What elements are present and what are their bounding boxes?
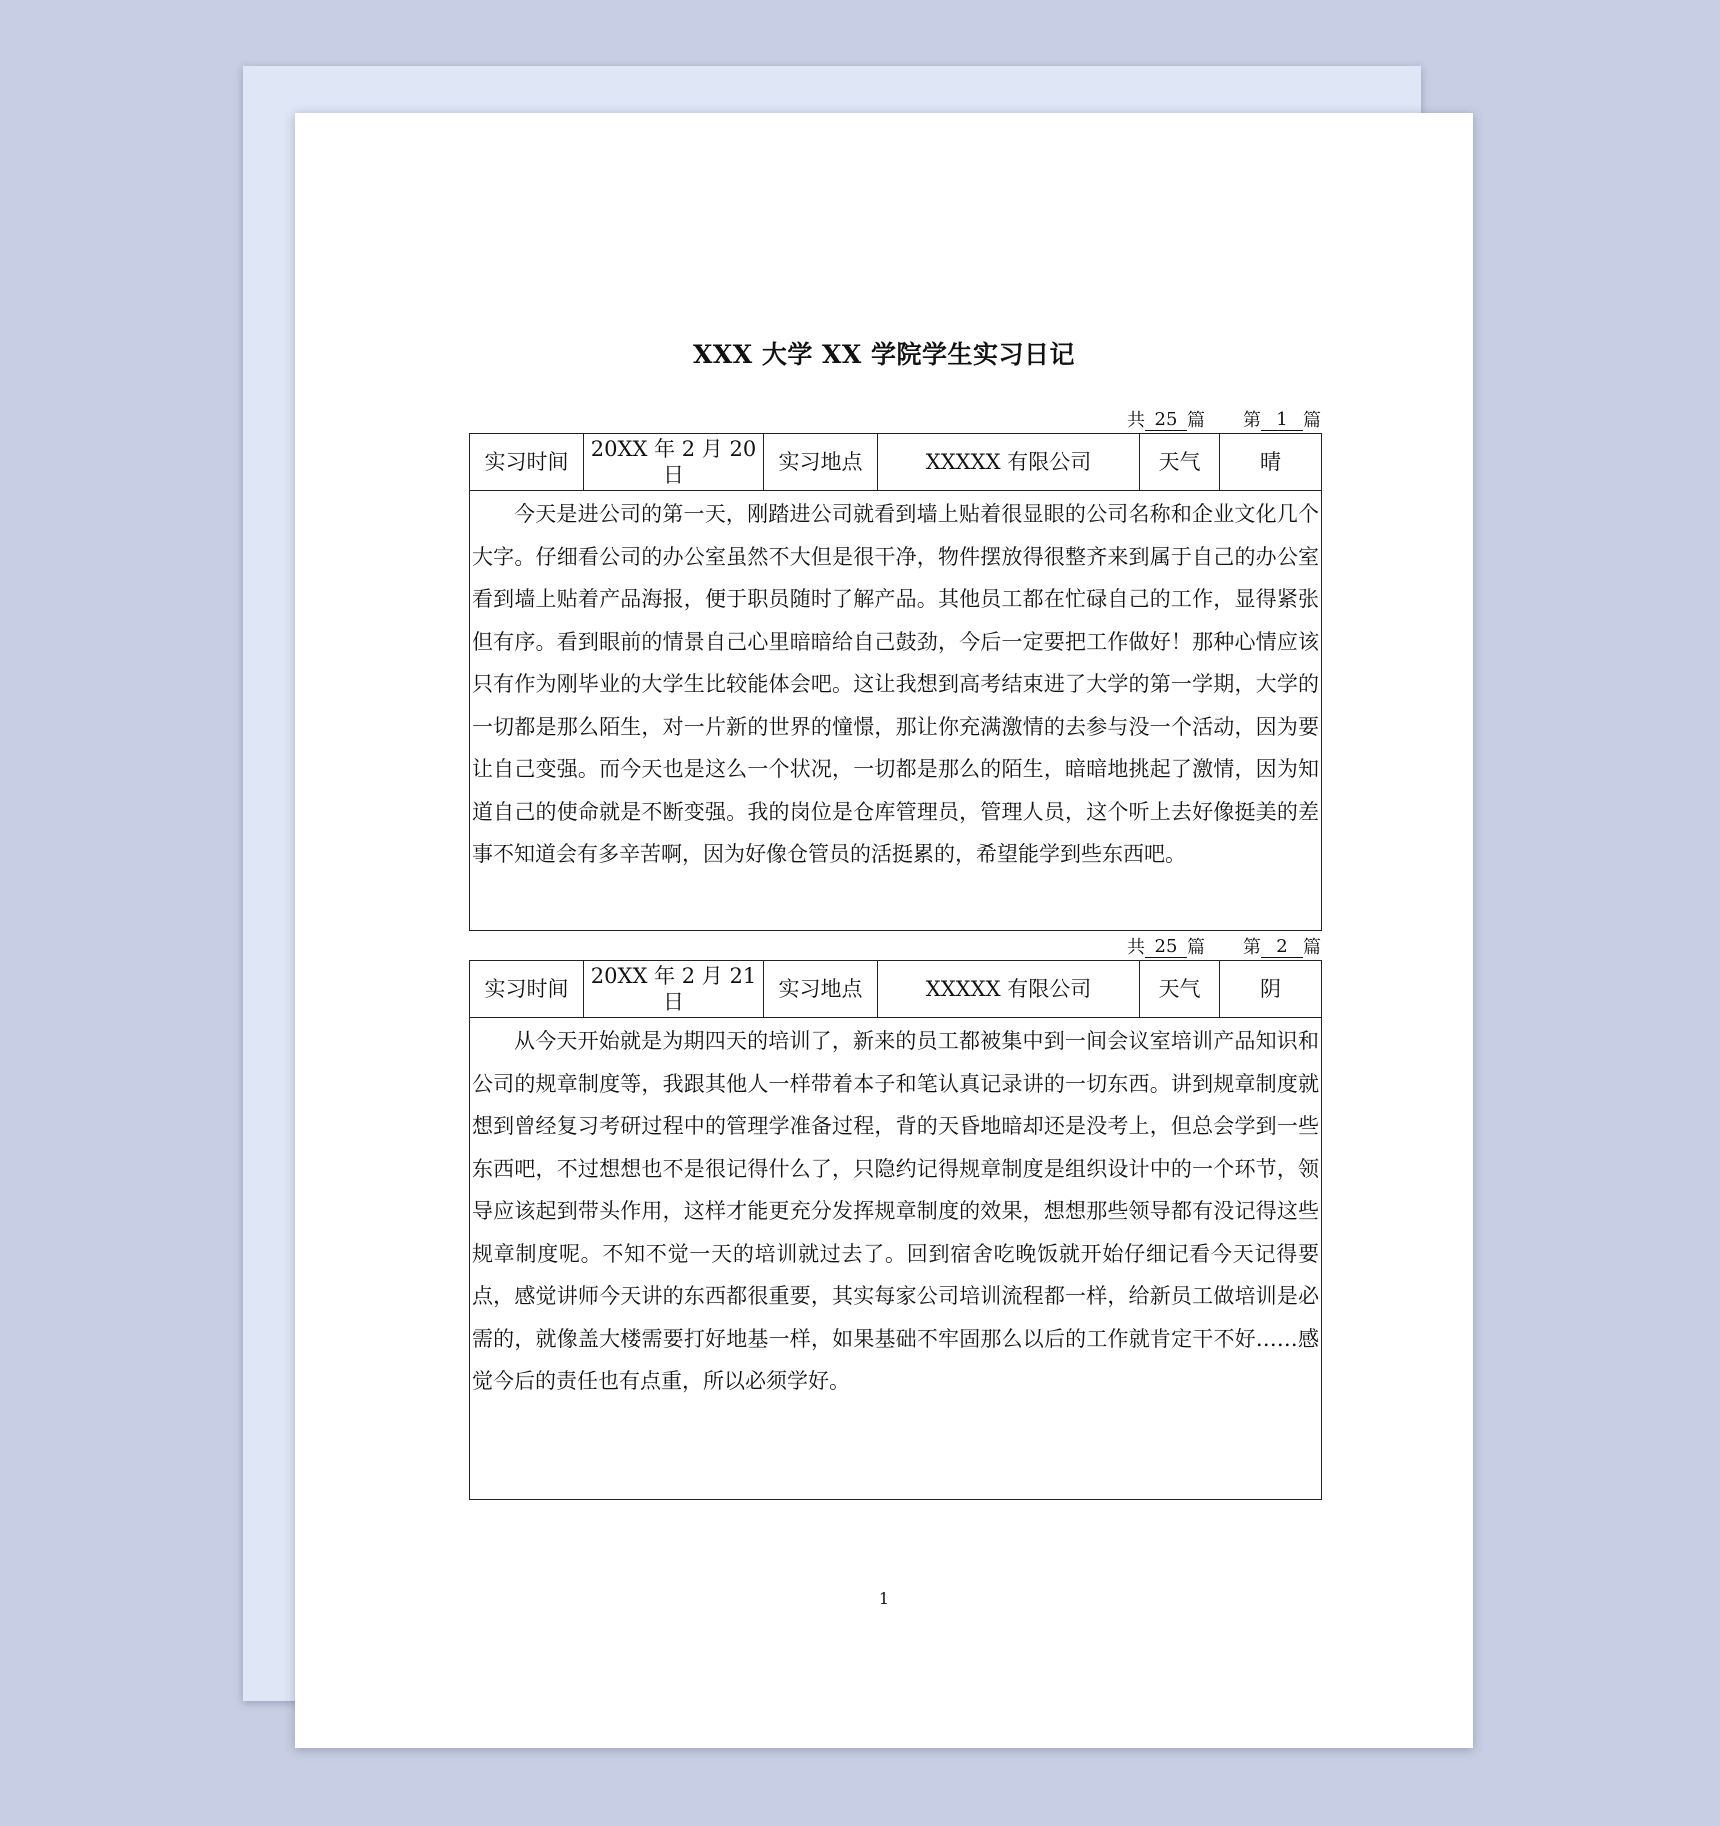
place-value: XXXXX 有限公司 xyxy=(878,961,1140,1018)
weather-label: 天气 xyxy=(1140,961,1220,1018)
entry-body: 从今天开始就是为期四天的培训了，新来的员工都被集中到一间会议室培训产品知识和公司的规章制度等，我跟其他人一样带着本子和笔认真记录讲的一切东西。讲到规章制度就想到曾经复习考研过程中的管理学准备过程，背的天昏地暗却还是没考上，但总会学到一些东西吧，不过想想也不是很记得什么了，只隐约记得规章制度是组织设计中的一个环节，领导应该起到带头作用，这样才能更充分发挥规章制度的效果，想想那些领导都有没记得这些规章制度呢。不知不觉一天的培训就过去了。回到宿舍吃晚饭就开始仔细记看今天记得要点，感觉讲师今天讲的东西都很重要，其实每家公司培训流程都一样，给新员工做培训是必需的，就像盖大楼需要打好地基一样，如果基础不牢固那么以后的工作就肯定干不好……感觉今后的责任也有点重，所以必须学好。 xyxy=(472,1029,1319,1393)
index-prefix: 第 xyxy=(1243,410,1261,431)
total-unit: 篇 xyxy=(1187,937,1205,958)
index-unit: 篇 xyxy=(1303,937,1321,958)
total-count: 25 xyxy=(1145,937,1187,958)
body-cell xyxy=(470,491,1322,931)
time-label: 实习时间 xyxy=(470,961,584,1018)
weather-label: 天气 xyxy=(1140,434,1220,491)
entry-body: 今天是进公司的第一天，刚踏进公司就看到墙上贴着很显眼的公司名称和企业文化几个大字。仔细看公司的办公室虽然不大但是很干净，物件摆放得很整齐来到属于自己的办公室看到墙上贴着产品海报，便于职员随时了解产品。其他员工都在忙碌自己的工作，显得紧张但有序。看到眼前的情景自己心里暗暗给自己鼓劲，今后一定要把工作做好！那种心情应该只有作为刚毕业的大学生比较能体会吧。这让我想到高考结束进了大学的第一学期，大学的一切都是那么陌生，对一片新的世界的憧憬，那让你充满激情的去参与没一个活动，因为要让自己变强。而今天也是这么一个状况，一切都是那么的陌生，暗暗地挑起了激情，因为知道自己的使命就是不断变强。我的岗位是仓库管理员，管理人员，这个听上去好像挺美的差事不知道会有多辛苦啊，因为好像仓管员的活挺累的，希望能学到些东西吧。 xyxy=(472,502,1319,866)
document-title: XXX 大学 XX 学院学生实习日记 xyxy=(692,340,1076,369)
date-value: 20XX 年 2 月 21 日 xyxy=(584,961,764,1018)
total-unit: 篇 xyxy=(1187,410,1205,431)
total-prefix: 共 xyxy=(1127,410,1145,431)
entry-counter xyxy=(469,403,1321,433)
total-prefix: 共 xyxy=(1127,937,1145,958)
body-row xyxy=(470,491,1322,931)
document-page xyxy=(295,113,1473,1748)
diary-table xyxy=(469,960,1322,1500)
place-value: XXXXX 有限公司 xyxy=(878,434,1140,491)
weather-value: 阴 xyxy=(1220,961,1322,1018)
page-number: 1 xyxy=(878,1589,890,1608)
index-unit: 篇 xyxy=(1303,410,1321,431)
diary-entry-1 xyxy=(469,403,1321,931)
header-row xyxy=(470,961,1322,1018)
weather-value: 晴 xyxy=(1220,434,1322,491)
index-prefix: 第 xyxy=(1243,937,1261,958)
place-label: 实习地点 xyxy=(764,434,878,491)
time-label: 实习时间 xyxy=(470,434,584,491)
entry-counter xyxy=(469,930,1321,960)
diary-entry-2 xyxy=(469,930,1321,1500)
place-label: 实习地点 xyxy=(764,961,878,1018)
date-value: 20XX 年 2 月 20 日 xyxy=(584,434,764,491)
entry-index: 2 xyxy=(1261,937,1303,958)
header-row xyxy=(470,434,1322,491)
body-cell xyxy=(470,1018,1322,1500)
body-row xyxy=(470,1018,1322,1500)
entry-index: 1 xyxy=(1261,410,1303,431)
total-count: 25 xyxy=(1145,410,1187,431)
diary-table xyxy=(469,433,1322,931)
